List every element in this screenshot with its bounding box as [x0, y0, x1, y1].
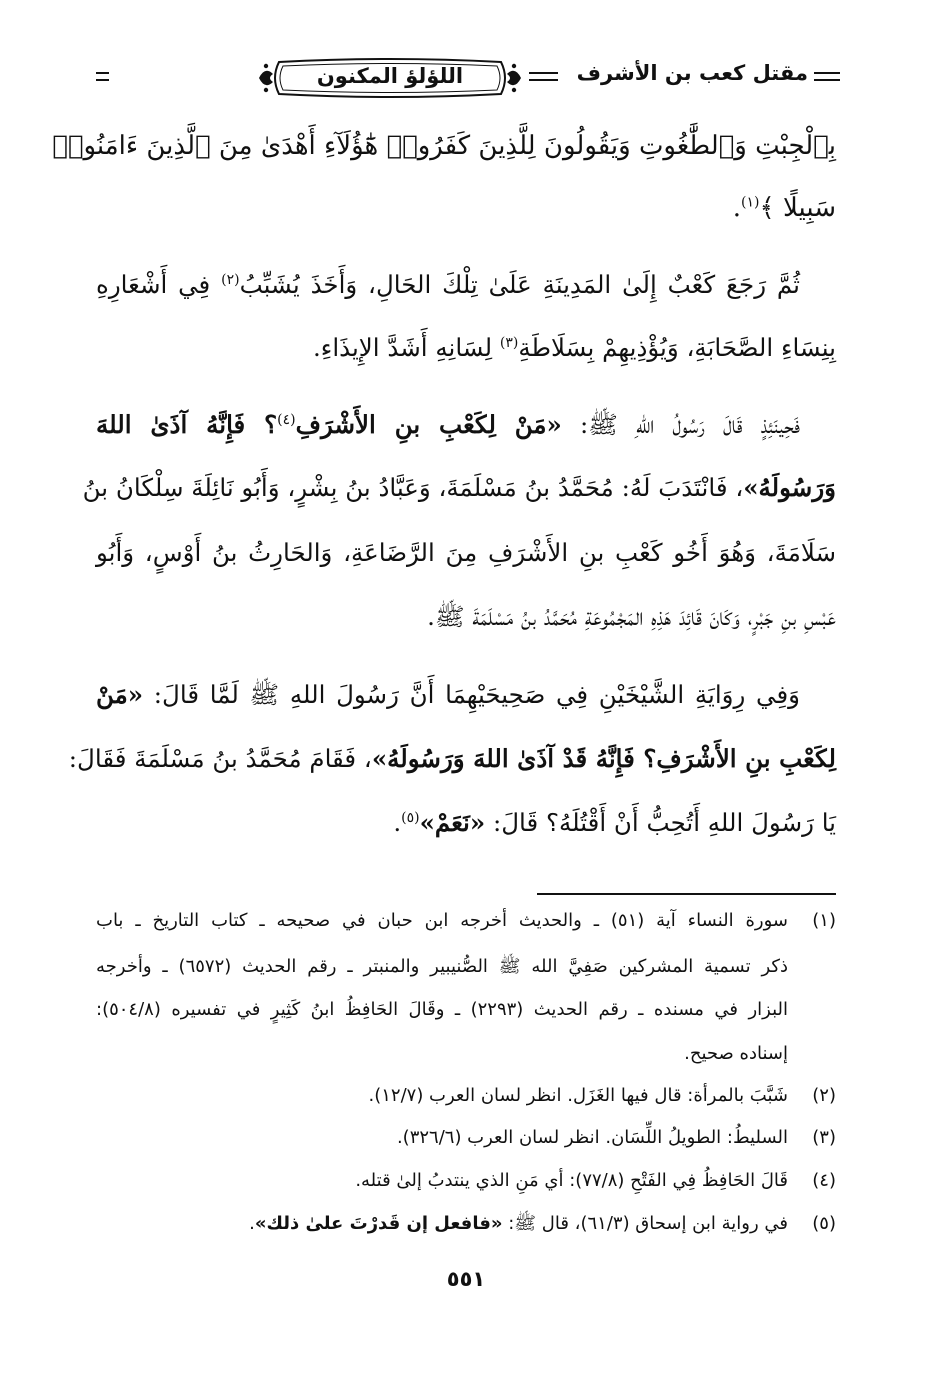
running-header [96, 58, 840, 102]
footnote-4-number: (٤) [812, 1170, 836, 1191]
hadith-quote-1: «مَنْ لِكَعْبِ بنِ الأَشْرَفِ [295, 410, 562, 439]
chapter-title: مقتل كعب بن الأشرف [576, 61, 808, 85]
header-rule-left [96, 72, 109, 81]
footnote-ref-2: (٢) [221, 271, 240, 288]
footnote-1-line-2: ذكر تسمية المشركين صَفِيَّ الله ﷺ الصُّنيبير والمنبتر ـ رقم الحديث (٦٥٧٢) ـ وأخرجه [96, 956, 788, 977]
footnote-ref-3: (٣) [499, 334, 519, 351]
footnote-1-line-4: إسناده صحيح. [684, 1043, 788, 1064]
header-rule-right [814, 72, 840, 81]
paragraph-2-text-a: فَحِينَئِذٍ قَالَ رَسُولُ اللهِ ﷺ: [561, 410, 800, 439]
paragraph-3-text-c: يَا رَسُولَ اللهِ أَتُحِبُّ أَنْ أَقْتُلَهُ؟ قَالَ: [485, 808, 836, 837]
quran-verse-period: . [732, 193, 742, 223]
hadith-quote-6: «نَعَمْ» [419, 808, 486, 837]
footnote-1-line-1 [96, 912, 836, 930]
footnote-1-number: (١) [812, 910, 836, 931]
footnote-1-text-a: سورة النساء آية (٥١) ـ والحديث أخرجه ابن حبان في صحيحه ـ كتاب التاريخ ـ باب [96, 910, 788, 931]
quran-verse-end: سَبِيلًا ﴾ [759, 193, 836, 223]
paragraph-1-text-b: فِي أَشْعَارِهِ [96, 270, 222, 299]
paragraph-3-line-3 [96, 808, 836, 837]
paragraph-1-line-1 [96, 270, 836, 299]
footnote-separator [537, 893, 836, 895]
footnote-3 [96, 1129, 836, 1147]
book-title-ornament [257, 58, 523, 98]
footnote-ref-1: (١) [741, 194, 760, 211]
paragraph-3-line-2 [68, 744, 836, 773]
header-rule-middle [529, 72, 558, 81]
footnote-5-number: (٥) [812, 1213, 836, 1234]
footnote-5-text-a: في رواية ابن إسحاق (٦١/٣)، قال ﷺ: [502, 1213, 788, 1234]
hadith-quote-3: وَرَسُولَهُ» [743, 473, 836, 502]
hadith-quote-5: لِكَعْبِ بنِ الأَشْرَفِ؟ فَإِنَّهُ قَدْ آذَىٰ اللهَ وَرَسُولَهُ» [371, 744, 836, 773]
paragraph-1-line-2 [96, 333, 836, 362]
hadith-quote-4: «مَنْ [96, 680, 144, 709]
footnote-5-period: . [249, 1213, 255, 1234]
footnote-2-number: (٢) [812, 1085, 836, 1106]
paragraph-1-text-c: بِنِسَاءِ الصَّحَابَةِ، وَيُؤْذِيهِمْ بِسَلَاطَةِ [518, 333, 836, 362]
paragraph-2-line-3: سَلَامَةَ، وَهُوَ أَخُو كَعْبِ بنِ الأَشْرَفِ مِنَ الرَّضَاعَةِ، وَالحَارِثُ بنُ أَوْسٍ، وَأَبُو [96, 538, 836, 567]
paragraph-3-period: . [393, 808, 402, 837]
paragraph-3-text-a: وَفِي رِوَايَةِ الشَّيْخَيْنِ فِي صَحِيحَيْهِمَا أَنَّ رَسُولَ اللهِ ﷺ لَمَّا قَالَ: [143, 680, 800, 709]
footnote-1-line-3: البزار في مسنده ـ رقم الحديث (٢٢٩٣) ـ وقَالَ الحَافِظُ ابنُ كَثِيرٍ في تفسيره (٥٠٤/٨): [96, 999, 788, 1020]
footnote-ref-5: (٥) [401, 809, 420, 826]
quran-verse-line-2 [96, 195, 836, 221]
footnote-5 [96, 1215, 836, 1233]
paragraph-2-line-4: عَبْسِ بنِ جَبْرٍ، وَكَانَ قَائِدَ هَذِهِ المَجْمُوعَةِ مُحَمَّدُ بنُ مَسْلَمَةَ ﷺ. [427, 602, 836, 631]
footnote-2 [96, 1087, 836, 1105]
paragraph-3-text-b: ، فَقَامَ مُحَمَّدُ بنُ مَسْلَمَةَ فَقَالَ: [68, 744, 372, 773]
footnote-3-number: (٣) [812, 1127, 836, 1148]
footnote-5-quote: «فافعل إن قَدرْتَ علىٰ ذلك» [254, 1213, 503, 1234]
footnote-4-text: قَالَ الحَافِظُ فِي الفَتْحِ (٧٧/٨): أي مَنِ الذي ينتدبُ إلىٰ قتله. [355, 1170, 788, 1191]
paragraph-2-line-1 [96, 410, 836, 439]
paragraph-2-line-2 [82, 473, 836, 502]
footnote-3-text: السليطُ: الطويلُ اللِّسَان. انظر لسان العرب (٣٢٦/٦). [396, 1127, 788, 1148]
paragraph-2-text-b: ، فَانْتَدَبَ لَهُ: مُحَمَّدُ بنُ مَسْلَمَةَ، وَعَبَّادُ بنُ بِشْرٍ، وَأَبُو نَائِلَةَ سِلْكَانُ بنُ [82, 473, 744, 502]
book-title: اللؤلؤ المكنون [316, 64, 464, 88]
hadith-quote-2: ؟ فَإِنَّهُ آذَىٰ اللهَ [96, 410, 278, 439]
paragraph-3-line-1 [96, 680, 836, 709]
quran-verse-line-1: بِٱلْجِبْتِ وَٱلطَّٰغُوتِ وَيَقُولُونَ لِلَّذِينَ كَفَرُوا۟ هَٰٓؤُلَآءِ أَهْدَىٰ مِنَ ٱلَّذِينَ ءَامَنُوا۟ [52, 131, 836, 161]
footnote-4 [96, 1172, 836, 1190]
paragraph-1-text-a: ثُمَّ رَجَعَ كَعْبٌ إِلَىٰ المَدِينَةِ عَلَىٰ تِلْكَ الحَالِ، وَأَخَذَ يُشَبِّبُ [239, 270, 800, 299]
page-number: ٥٥١ [446, 1267, 486, 1291]
footnote-2-text: شَبَّبَ بالمرأة: قال فيها الغَزَل. انظر لسان العرب (١٢/٧). [368, 1085, 788, 1106]
footnote-ref-4: (٤) [277, 411, 296, 428]
paragraph-1-text-d: لِسَانِهِ أَشَدَّ الإِيذَاءِ. [313, 333, 500, 362]
